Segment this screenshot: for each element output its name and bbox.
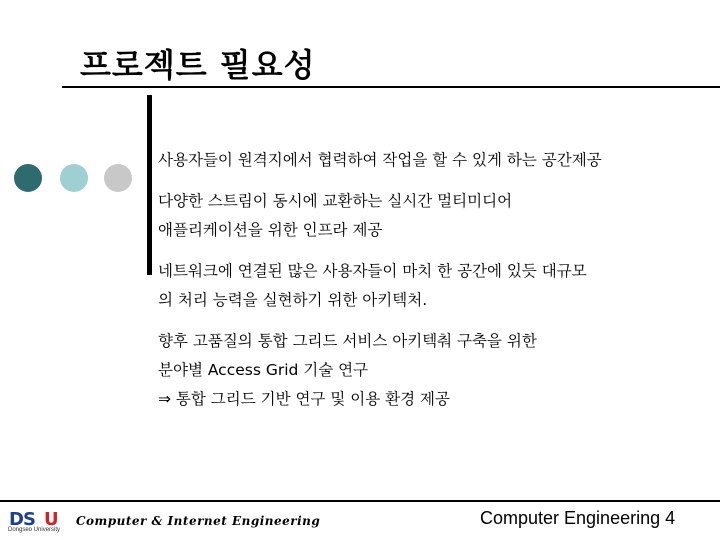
footer-page-label: Computer Engineering 4 [480,508,676,528]
title-divider [62,86,720,88]
paragraph-1-line-1: 사용자들이 원격지에서 협력하여 작업을 할 수 있게 하는 공간제공 [158,151,602,169]
accent-vertical-bar [147,95,152,275]
paragraph-4-line-1: 향후 고품질의 통합 그리드 서비스 아키텍춰 구축을 위한 [158,332,537,350]
logo-subtext: Dongseo University [8,527,61,533]
decorative-dot-light-teal [60,164,88,192]
decorative-dot-dark-teal [14,164,42,192]
paragraph-2-line-2: 애플리케이션을 위한 인프라 제공 [158,221,383,239]
svg-text:U: U [44,509,59,530]
paragraph-3-line-1: 네트워크에 연결된 많은 사용자들이 마치 한 공간에 있듯 대규모 [158,262,587,280]
bullet-content [158,146,708,414]
paragraph-2-line-1: 다양한 스트림이 동시에 교환하는 실시간 멀티미디어 [158,192,513,210]
paragraph-3-line-2: 의 처리 능력을 실현하기 위한 아키텍처. [158,291,428,309]
decorative-dot-grey [104,164,132,192]
svg-text:DS: DS [9,509,35,530]
footer-divider [0,500,720,502]
slide-title: 프로젝트 필요성 [80,46,316,84]
footer-department: Computer & Internet Engineering [76,514,321,528]
paragraph-4-line-3: ⇒ 통합 그리드 기반 연구 및 이용 환경 제공 [158,390,450,408]
paragraph-4-line-2: 분야별 Access Grid 기술 연구 [158,361,369,379]
